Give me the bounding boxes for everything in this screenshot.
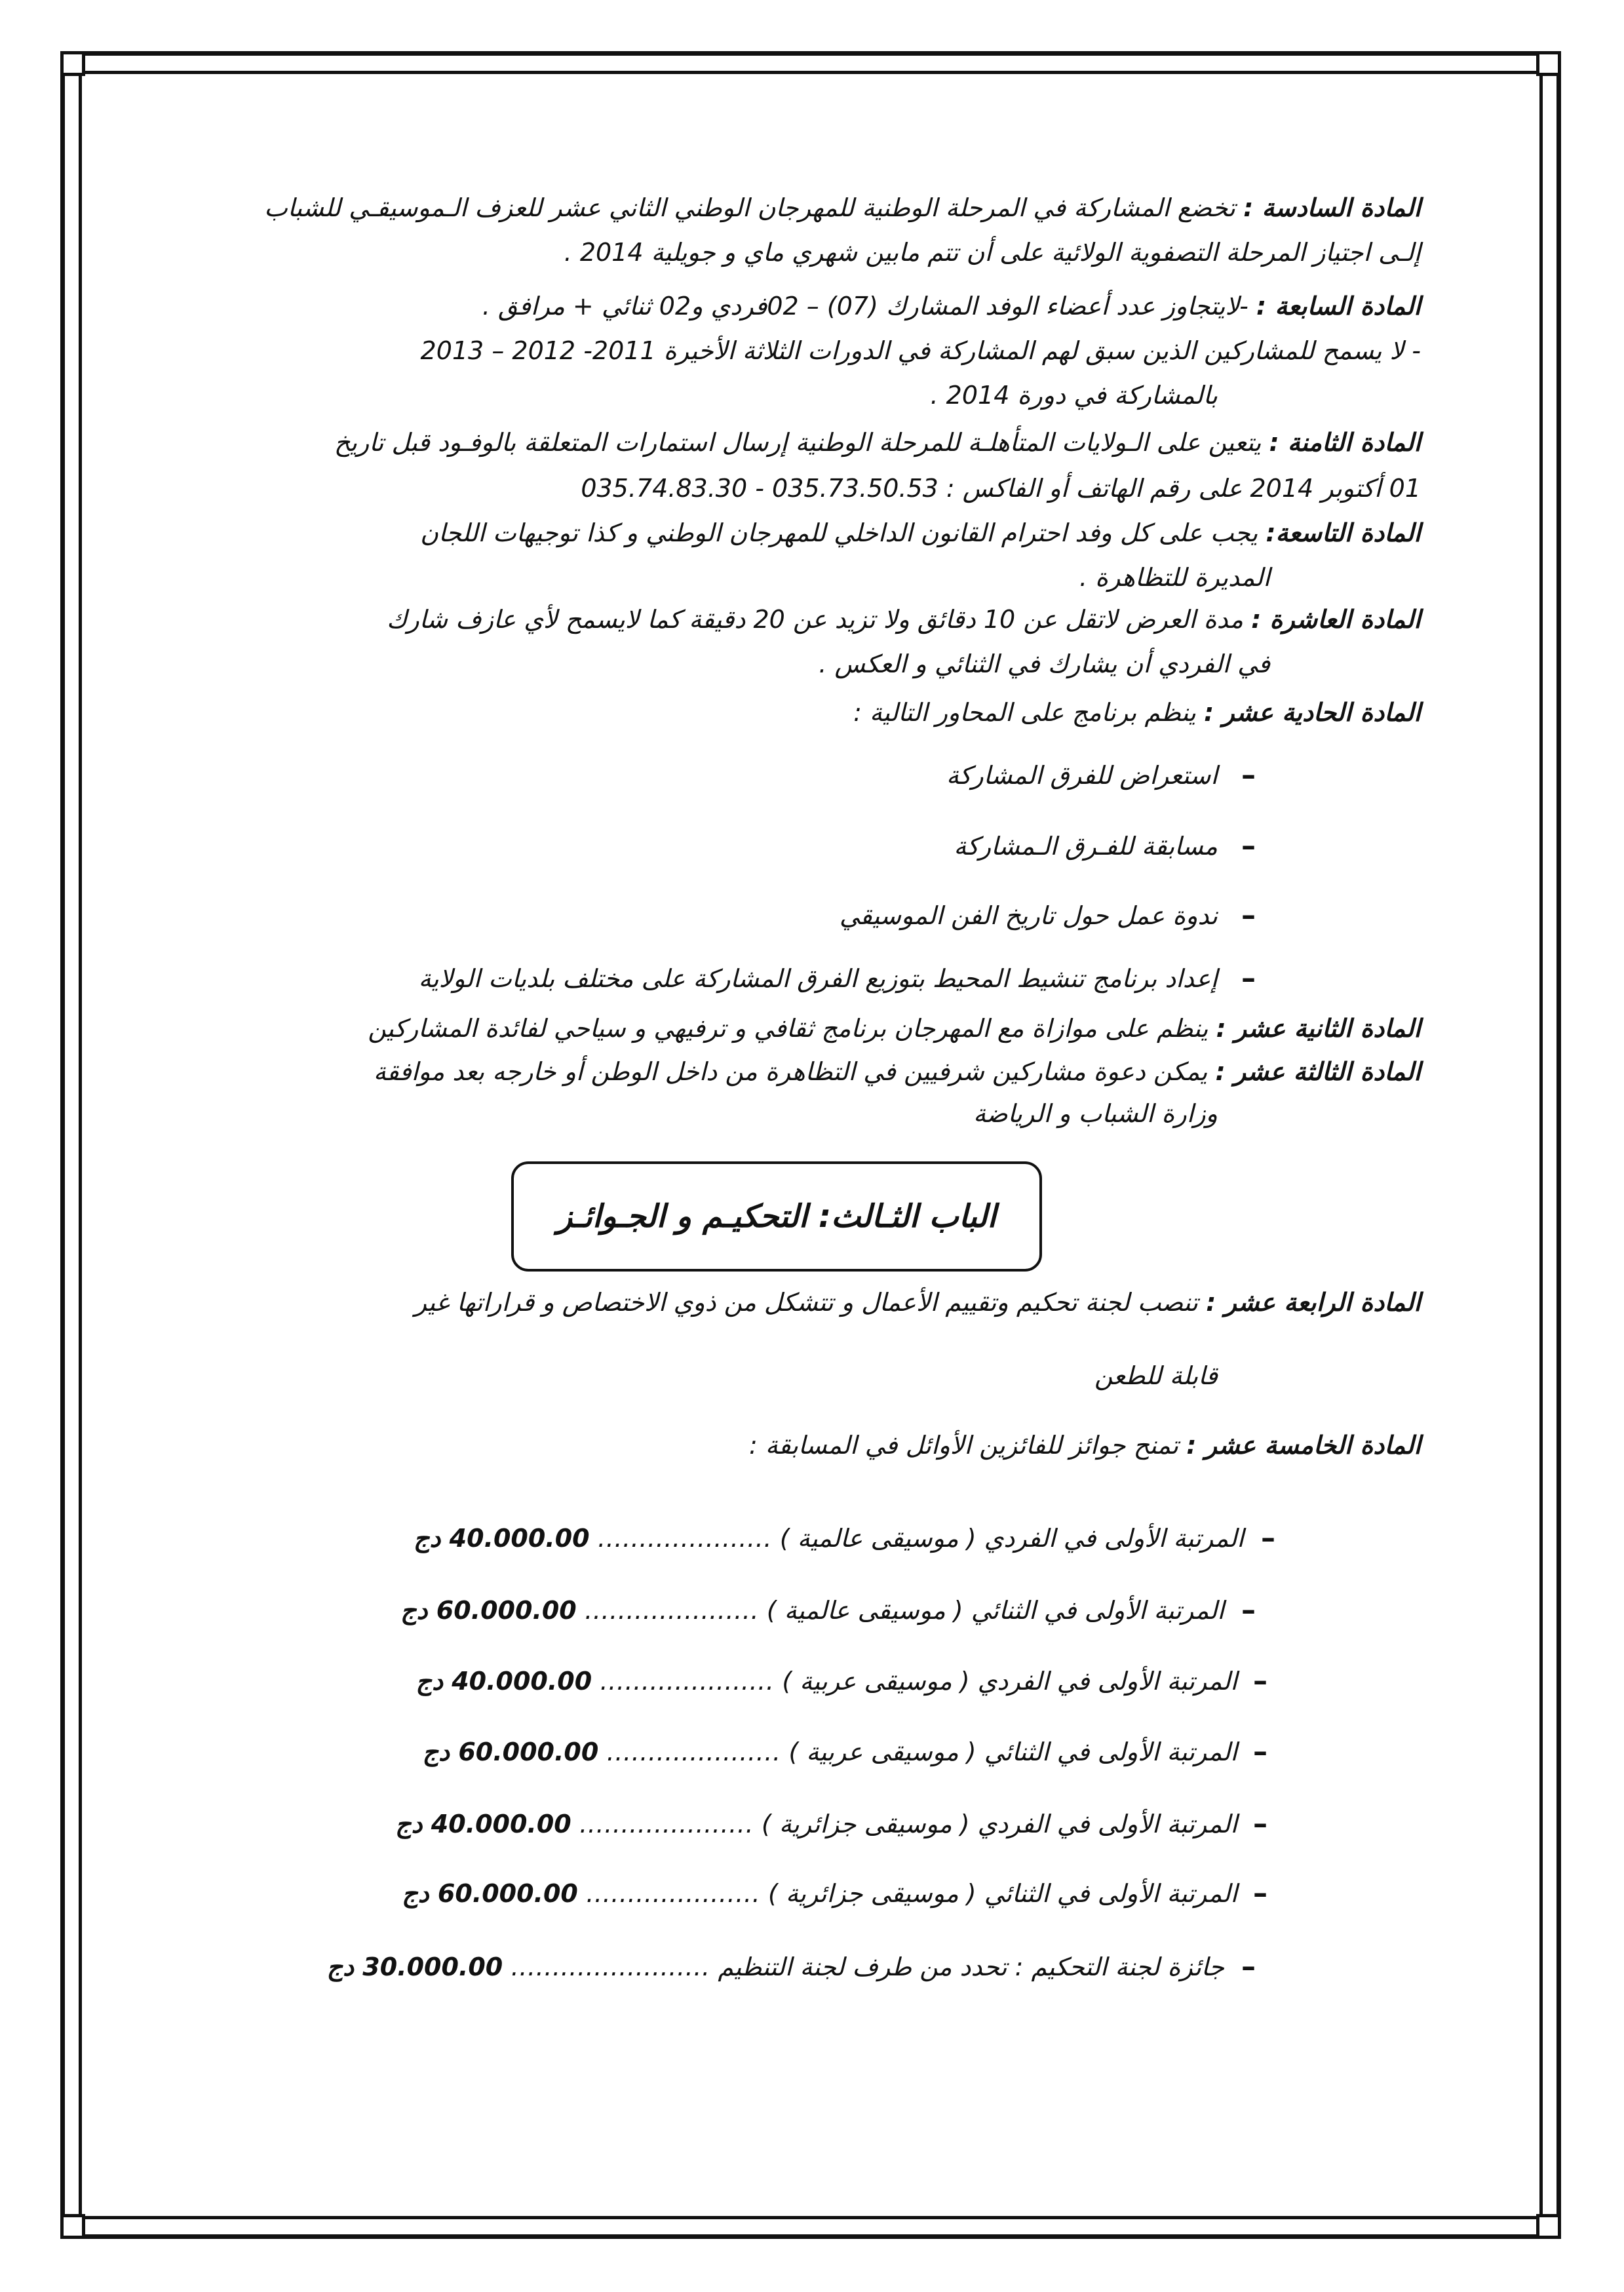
article-15-text: تمنح جوائز للفائزين الأوائل في المسابقة : xyxy=(748,1431,1179,1460)
prize-desc: المرتبة الأولى في الفردي ( موسيقى عربية ) xyxy=(782,1667,1237,1696)
corner-ornament xyxy=(60,51,85,76)
prize-dots: ………………… xyxy=(579,1810,754,1838)
prize-amount: 30.000.00 دج xyxy=(326,1952,503,1981)
prize-row xyxy=(261,1515,1244,1561)
bullet-dash: – xyxy=(1241,758,1256,792)
article-7-line-2 xyxy=(110,328,1421,374)
article-9-text: يجب على كل وفد احترام القانون الداخلي للمهرجان الوطني و كذا توجيهات اللجان xyxy=(420,518,1258,547)
prize-dots: ………………… xyxy=(585,1879,760,1908)
article-13-text-2: وزارة الشباب و الرياضة xyxy=(973,1099,1218,1128)
prize-row xyxy=(241,1587,1224,1633)
article-10-text-2: في الفردي أن يشارك في الثنائي و العكس . xyxy=(819,650,1270,678)
prize-amount: 40.000.00 دج xyxy=(416,1667,592,1696)
article-6-text: تخضع المشاركة في المرحلة الوطنية للمهرجان الوطني الثاني عشر للعزف الـموسيقـي للشباب xyxy=(264,193,1235,222)
article-13-line-2 xyxy=(0,1091,1218,1136)
article-8-label: المادة الثامنة : xyxy=(1269,428,1421,457)
prize-amount: 40.000.00 دج xyxy=(413,1524,590,1553)
prize-desc: المرتبة الأولى في الثنائي ( موسيقى جزائرية ) xyxy=(768,1879,1237,1908)
program-item: استعراض للفرق المشاركة xyxy=(946,761,1218,790)
article-10-line-2 xyxy=(0,641,1270,687)
prize-amount: 60.000.00 دج xyxy=(402,1879,578,1908)
prize-row xyxy=(241,1944,1224,1990)
prize-amount: 60.000.00 دج xyxy=(400,1596,577,1625)
prize-desc: جائزة لجنة التحكيم : تحدد من طرف لجنة التنظيم xyxy=(718,1952,1224,1981)
prize-dots: ………………… xyxy=(600,1667,775,1696)
article-14-label: المادة الرابعة عشر : xyxy=(1206,1288,1421,1317)
section-title: الباب الثـالث: التحكيـم و الجـوائـز xyxy=(557,1198,996,1235)
article-13-label: المادة الثالثة عشر : xyxy=(1215,1057,1421,1086)
article-7-line-1 xyxy=(110,283,1421,329)
article-9-text-2: المديرة للتظاهرة . xyxy=(1079,563,1270,592)
bullet-dash: – xyxy=(1241,961,1256,995)
prize-dots: ………………… xyxy=(584,1596,759,1625)
article-7-label: المادة السابعة : xyxy=(1256,292,1421,320)
article-15-line xyxy=(110,1422,1421,1468)
bullet-dash: – xyxy=(1261,1521,1275,1555)
article-8-text: يتعين على الـولايات المتأهلـة للمرحلة الوطنية إرسال استمارات المتعلقة بالوفـود قبل تاريخ xyxy=(334,428,1262,457)
article-7-text-2: - لا يسمح للمشاركين الذين سبق لهم المشاركة في الدورات الثلاثة الأخيرة 2011- 2012 – 2013 xyxy=(420,336,1421,365)
corner-ornament xyxy=(1536,51,1561,76)
article-6-line-1 xyxy=(110,185,1421,231)
article-10-label: المادة العاشرة : xyxy=(1251,605,1421,634)
article-11-text: ينظم برنامج على المحاور التالية : xyxy=(853,698,1196,727)
article-6-label: المادة السادسة : xyxy=(1243,193,1421,222)
bullet-dash: – xyxy=(1253,1664,1267,1698)
article-14-line-1 xyxy=(110,1279,1421,1325)
article-14-text: تنصب لجنة تحكيم وتقييم الأعمال و تتشكل من ذوي الاختصاص و قراراتها غير xyxy=(414,1288,1199,1317)
bullet-dash: – xyxy=(1241,1593,1256,1627)
article-8-text-2: 01 أكتوبر 2014 على رقم الهاتف أو الفاكس : 035.73.50.53 - 035.74.83.30 xyxy=(581,474,1421,503)
article-8-line-2 xyxy=(110,465,1421,511)
article-14-text-2: قابلة للطعن xyxy=(1094,1361,1218,1390)
article-9-line-2 xyxy=(0,554,1270,600)
article-11-line xyxy=(110,690,1421,735)
prize-dots: ………………… xyxy=(597,1524,772,1553)
bullet-dash: – xyxy=(1241,1950,1256,1983)
article-9-label: المادة التاسعة: xyxy=(1266,518,1421,547)
prize-amount: 40.000.00 دج xyxy=(395,1810,571,1838)
bullet-dash: – xyxy=(1241,829,1256,863)
article-12-label: المادة الثانية عشر : xyxy=(1216,1014,1421,1043)
corner-ornament xyxy=(1536,2214,1561,2239)
program-item: إعداد برنامج تنشيط المحيط بتوزيع الفرق المشاركة على مختلف بلديات الولاية xyxy=(418,964,1218,993)
article-6-text-2: إلـى اجتياز المرحلة التصفوية الولائية على أن تتم مابين شهري ماي و جويلية 2014 . xyxy=(564,238,1421,267)
bullet-dash: – xyxy=(1253,1876,1267,1910)
article-15-label: المادة الخامسة عشر : xyxy=(1186,1431,1421,1460)
article-11-label: المادة الحادية عشر : xyxy=(1203,698,1421,727)
article-14-line-2 xyxy=(0,1353,1218,1399)
bullet-dash: – xyxy=(1253,1735,1267,1768)
prize-desc: المرتبة الأولى في الفردي ( موسيقى عالمية ) xyxy=(779,1524,1244,1553)
article-12-text: ينظم على موازاة مع المهرجان برنامج ثقافي و ترفيهي و سياحي لفائدة المشاركين xyxy=(368,1014,1208,1043)
program-item: مسابقة للفـرق الـمشاركة xyxy=(954,832,1218,861)
prize-row xyxy=(254,1871,1237,1916)
bullet-dash: – xyxy=(1241,899,1256,932)
article-13-line-1 xyxy=(110,1049,1421,1095)
article-10-text: مدة العرض لاتقل عن 10 دقائق ولا تزيد عن 20 دقيقة كما لايسمح لأي عازف شارك xyxy=(387,605,1243,634)
article-12-line xyxy=(110,1005,1421,1051)
article-6-line-2 xyxy=(110,229,1421,275)
prize-dots: …………………… xyxy=(511,1952,710,1981)
prize-row xyxy=(254,1801,1237,1847)
article-7-text-3: بالمشاركة في دورة 2014 . xyxy=(930,381,1218,410)
bullet-dash: – xyxy=(1253,1807,1267,1840)
corner-ornament xyxy=(60,2214,85,2239)
prize-row xyxy=(254,1658,1237,1704)
prize-row xyxy=(254,1729,1237,1775)
prize-desc: المرتبة الأولى في الفردي ( موسيقى جزائرية ) xyxy=(761,1810,1237,1838)
article-10-line-1 xyxy=(110,596,1421,642)
program-item: ندوة عمل حول تاريخ الفن الموسيقي xyxy=(839,901,1218,930)
article-13-text: يمكن دعوة مشاركين شرفيين في التظاهرة من داخل الوطن أو خارجه بعد موافقة xyxy=(373,1057,1208,1086)
article-7-text: -لايتجاوز عدد أعضاء الوفد المشارك (07) – 02فردي و02 ثنائي + مرافق . xyxy=(482,292,1248,320)
section-title-box xyxy=(511,1161,1042,1272)
prize-dots: ………………… xyxy=(606,1738,781,1766)
prize-desc: المرتبة الأولى في الثنائي ( موسيقى عربية ) xyxy=(788,1738,1237,1766)
prize-amount: 60.000.00 دج xyxy=(422,1738,599,1766)
article-8-line-1 xyxy=(110,419,1421,465)
article-7-line-3 xyxy=(0,372,1218,418)
article-9-line-1 xyxy=(110,510,1421,556)
prize-desc: المرتبة الأولى في الثنائي ( موسيقى عالمية ) xyxy=(766,1596,1224,1625)
